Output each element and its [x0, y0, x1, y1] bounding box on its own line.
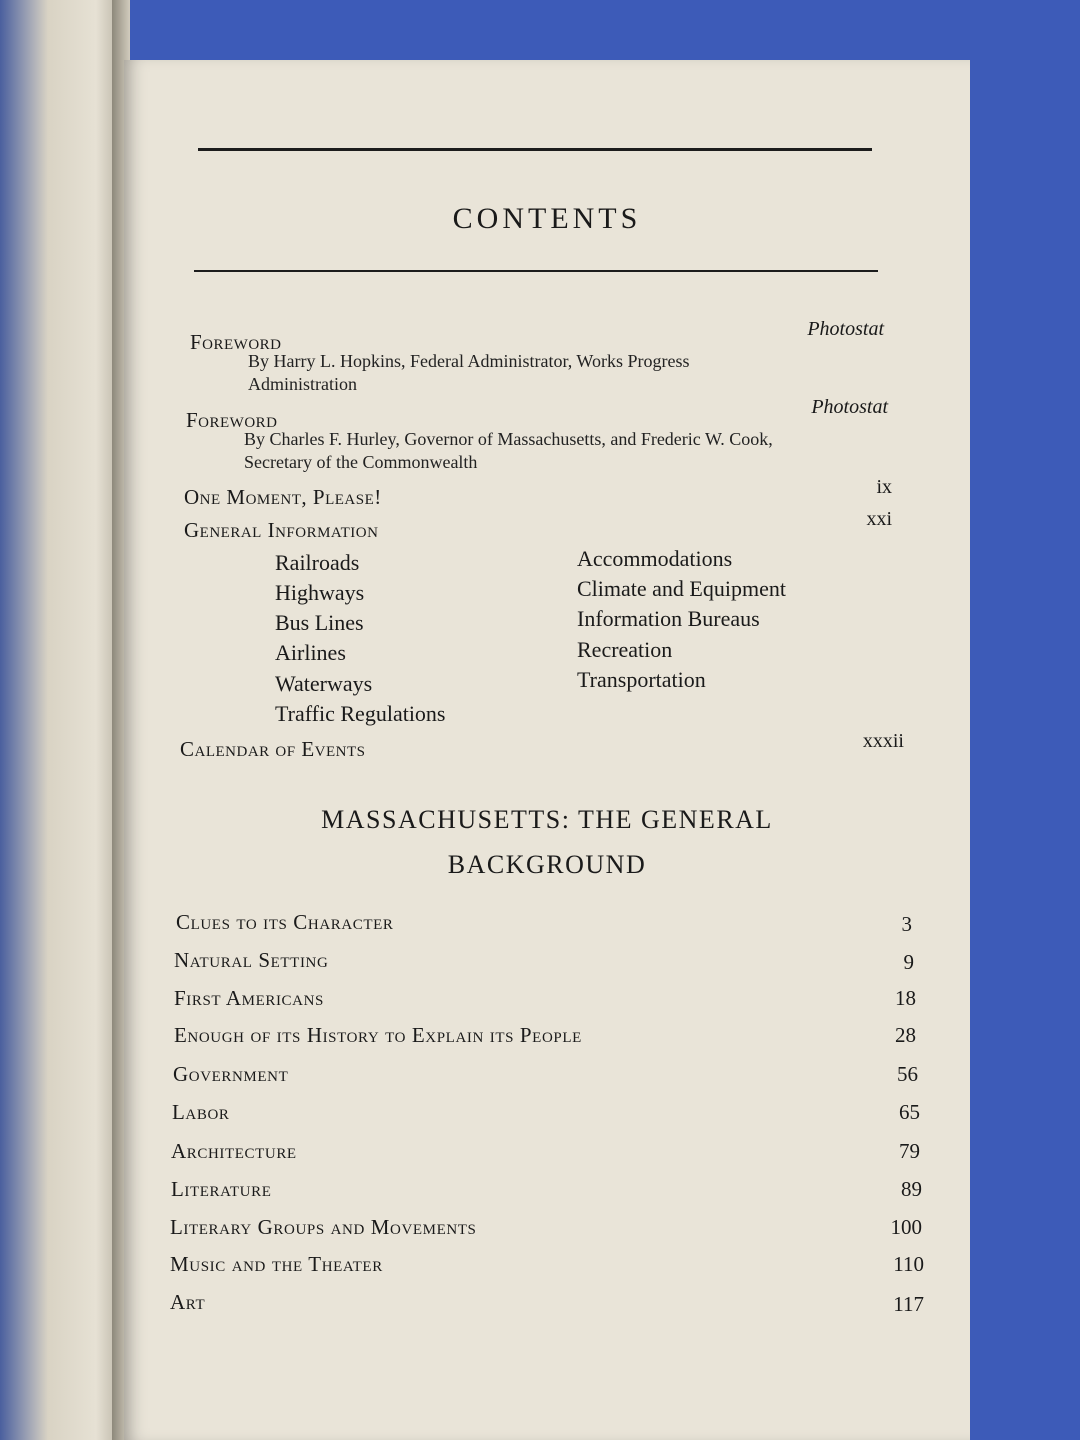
foreword-1-label: Foreword: [190, 330, 282, 354]
chapter-page: 110: [893, 1252, 924, 1276]
foreword-2-byline: By Charles F. Hurley, Governor of Massachusetts, and Frederic W. Cook, Secretary of the Commonwealth: [244, 429, 773, 472]
gi-right-item: Information Bureaus: [577, 606, 760, 631]
previous-page-edge: [0, 0, 120, 1440]
gi-left-item: Airlines: [275, 640, 346, 665]
chapter-label: Art: [170, 1290, 206, 1314]
gi-left-item: Bus Lines: [275, 610, 364, 635]
chapter-label: Literature: [171, 1177, 272, 1201]
gi-right-item: Climate and Equipment: [577, 576, 786, 601]
chapter-page: 9: [903, 950, 914, 974]
gi-left-item: Railroads: [275, 550, 360, 575]
chapter-page: 117: [893, 1292, 924, 1316]
chapter-page: 89: [901, 1177, 922, 1201]
gi-left-item: Highways: [275, 580, 365, 605]
book-page: [124, 60, 970, 1440]
foreword-2-page: Photostat: [811, 396, 888, 418]
gi-left-item: Traffic Regulations: [275, 701, 446, 726]
title-rule: [194, 270, 878, 272]
chapter-label: Natural Setting: [174, 948, 329, 972]
section-title-line1: MASSACHUSETTS: THE GENERAL: [321, 805, 773, 834]
gi-right-item: Transportation: [577, 667, 706, 692]
chapter-page: 3: [901, 912, 912, 936]
chapter-label: Enough of its History to Explain its People: [174, 1023, 582, 1047]
chapter-page: 100: [890, 1215, 922, 1239]
chapter-label: Music and the Theater: [170, 1252, 383, 1276]
chapter-page: 28: [895, 1023, 916, 1047]
chapter-page: 56: [897, 1062, 918, 1086]
top-rule: [198, 148, 872, 151]
foreword-2-label: Foreword: [186, 408, 278, 432]
foreword-1-byline: By Harry L. Hopkins, Federal Administrator, Works Progress Administration: [248, 351, 690, 394]
section-title-line2: BACKGROUND: [447, 850, 647, 879]
general-information-page: xxi: [866, 508, 892, 530]
foreword-1-page: Photostat: [807, 318, 884, 340]
chapter-page: 18: [895, 986, 916, 1010]
chapter-label: Literary Groups and Movements: [170, 1215, 477, 1239]
chapter-label: Architecture: [171, 1139, 297, 1163]
chapter-label: Government: [173, 1062, 289, 1086]
one-moment-label: One Moment, Please!: [184, 485, 382, 509]
gi-right-item: Accommodations: [577, 546, 733, 571]
chapter-label: Labor: [172, 1100, 230, 1124]
chapter-page: 65: [899, 1100, 920, 1124]
calendar-page: xxxii: [862, 730, 904, 752]
gi-right-item: Recreation: [577, 637, 673, 662]
chapter-label: First Americans: [174, 986, 324, 1010]
chapter-page: 79: [899, 1139, 920, 1163]
page-title: CONTENTS: [452, 202, 642, 235]
chapter-label: Clues to its Character: [176, 910, 394, 934]
calendar-label: Calendar of Events: [180, 737, 366, 761]
one-moment-page: ix: [876, 476, 892, 498]
general-information-label: General Information: [184, 518, 379, 542]
gi-left-item: Waterways: [275, 671, 373, 696]
